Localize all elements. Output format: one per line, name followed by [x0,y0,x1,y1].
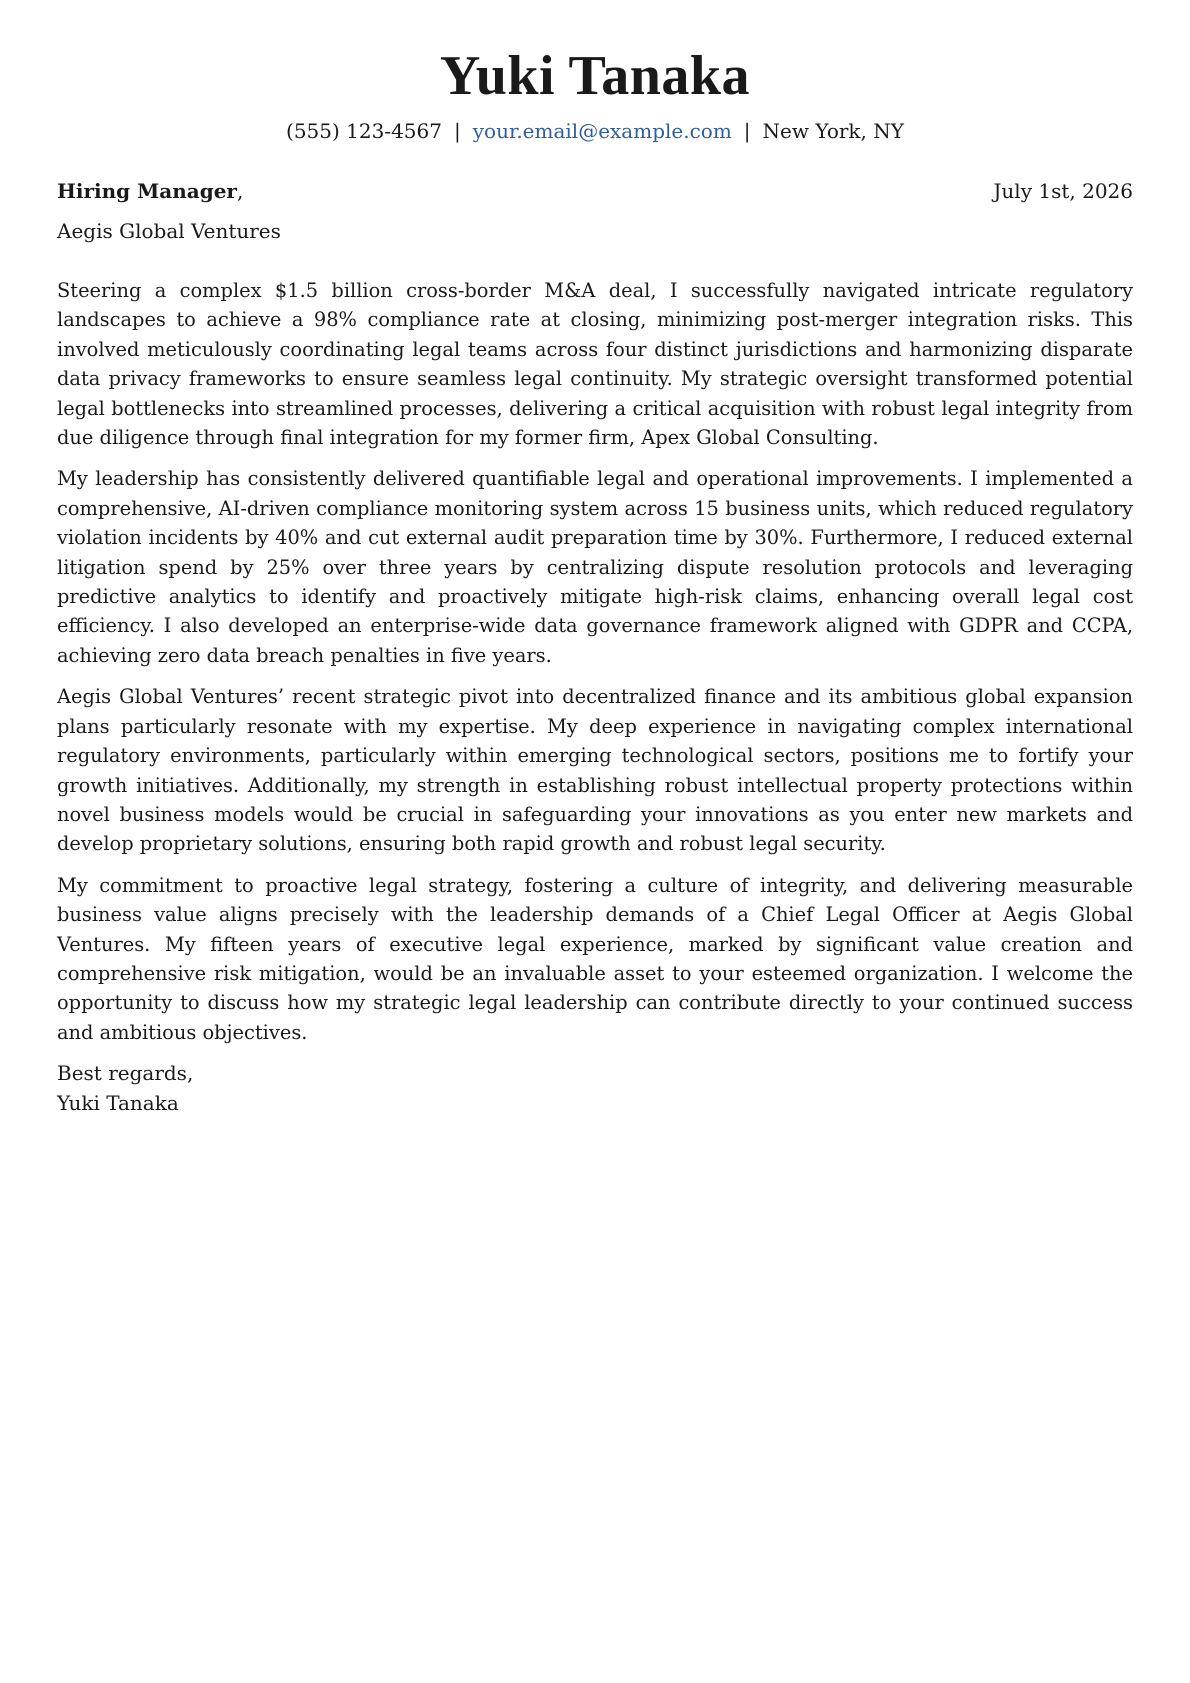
body-paragraph: Steering a complex $1.5 billion cross-border M&A deal, I successfully navigated intricate regulatory landscapes to achieve a 98% compliance rate at closing, minimizing post-merger integration risks. This involved meticulously coordinating legal teams across four distinct jurisdictions and harmonizing disparate data privacy frameworks to ensure seamless legal continuity. My strategic oversight transformed potential legal bottlenecks into streamlined processes, delivering a critical acquisition with robust legal integrity from due diligence through final integration for my former firm, Apex Global Consulting. [57,279,1133,450]
recipient-date-row [57,178,1133,204]
contact-separator: | [743,119,751,143]
closing-signature: Yuki Tanaka [57,1090,179,1115]
body-paragraph: My leadership has consistently delivered quantifiable legal and operational improvements. I implemented a comprehensive, AI-driven compliance monitoring system across 15 business units, which reduced regulatory violation incidents by 40% and cut external audit preparation time by 30%. Furthermore, I reduced external litigation spend by 25% over three years by centralizing dispute resolution protocols and leveraging predictive analytics to identify and proactively mitigate high-risk claims, enhancing overall legal cost efficiency. I also developed an enterprise-wide data governance framework aligned with GDPR and CCPA, achieving zero data breach penalties in five years. [57,467,1133,667]
contact-separator: | [453,119,461,143]
recipient-company: Aegis Global Ventures [57,219,281,243]
location: New York, NY [762,119,904,143]
body-paragraph: My commitment to proactive legal strategy, fostering a culture of integrity, and delivering measurable business value aligns precisely with the leadership demands of a Chief Legal Officer at Aegis Global Ventures. My fifteen years of executive legal experience, marked by significant value creation and comprehensive risk mitigation, would be an invaluable asset to your esteemed organization. I welcome the opportunity to discuss how my strategic legal leadership can contribute directly to your continued success and ambitious objectives. [57,873,1133,1044]
applicant-name: Yuki Tanaka [439,45,751,107]
recipient-name: Hiring Manager [57,179,237,203]
email-link[interactable]: your.email@example.com [472,119,732,143]
letter-body [57,276,1133,1047]
phone-number: (555) 123-4567 [286,119,442,143]
letter-closing [57,1059,1133,1118]
contact-line [57,118,1133,144]
letter-date: July 1st, 2026 [993,179,1133,203]
recipient-suffix: , [236,179,244,203]
body-paragraph: Aegis Global Ventures’ recent strategic pivot into decentralized finance and its ambitious global expansion plans particularly resonate with my expertise. My deep experience in navigating complex international regulatory environments, particularly within emerging technological sectors, positions me to fortify your growth initiatives. Additionally, my strength in establishing robust intellectual property protections within novel business models would be crucial in safeguarding your innovations as you enter new markets and develop proprietary solutions, ensuring both rapid growth and robust legal security. [57,685,1133,856]
recipient-greeting [57,178,243,204]
closing-salutation: Best regards, [57,1061,194,1086]
